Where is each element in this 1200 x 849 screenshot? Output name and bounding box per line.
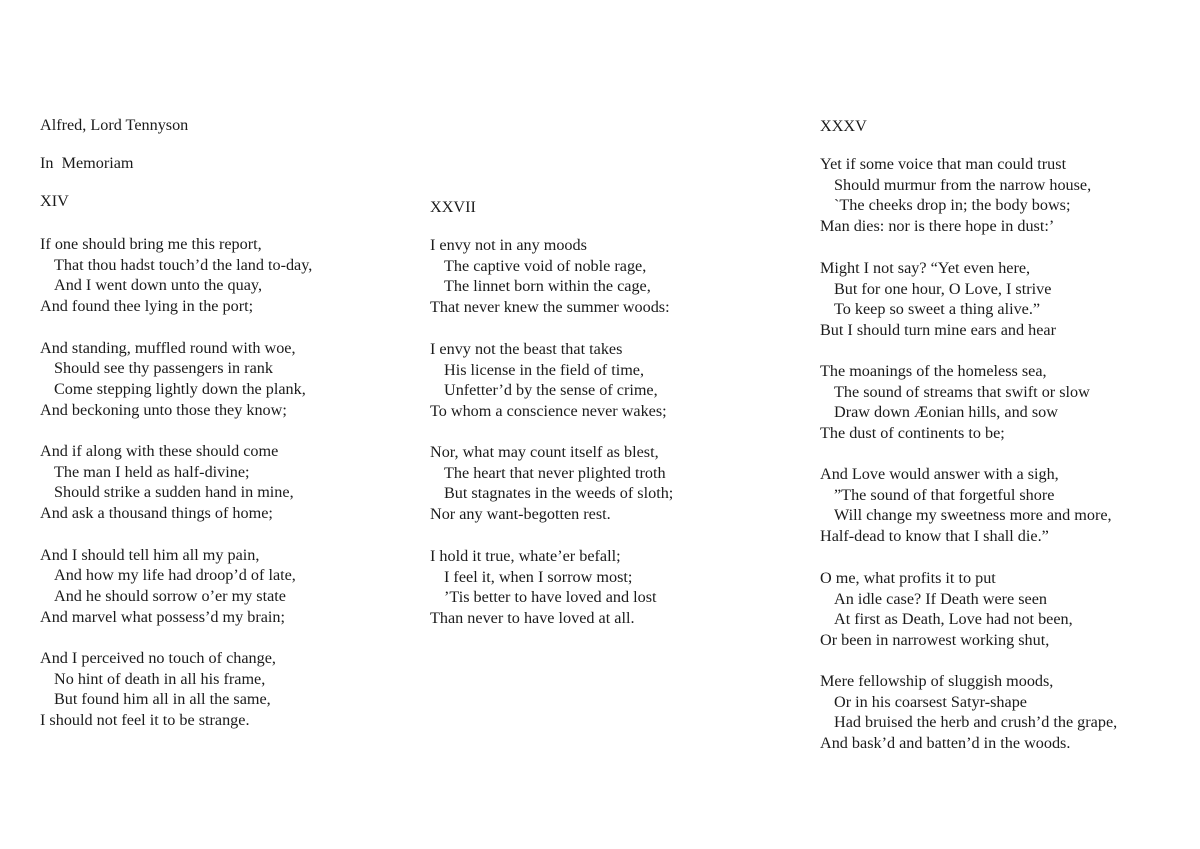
- verse-line: Or been in narrowest working shut,: [820, 631, 1050, 650]
- stanza: [40, 338, 400, 421]
- verse-line: Unfetter’d by the sense of crime,: [444, 381, 658, 400]
- verse-line: And how my life had droop’d of late,: [54, 566, 296, 585]
- verse-line: The dust of continents to be;: [820, 424, 1005, 443]
- stanza: [430, 546, 790, 629]
- verse-line: At first as Death, Love had not been,: [834, 610, 1073, 629]
- author-name: Alfred, Lord Tennyson: [40, 116, 189, 134]
- verse-line: To whom a conscience never wakes;: [430, 402, 667, 421]
- verse-line: And if along with these should come: [40, 442, 279, 460]
- stanza: [820, 671, 1180, 754]
- verse-line: His license in the field of time,: [444, 360, 645, 379]
- verse-line: O me, what profits it to put: [820, 569, 996, 587]
- verse-line: And he should sorrow o’er my state: [54, 586, 286, 605]
- verse-line: Might I not say? “Yet even here,: [820, 259, 1031, 277]
- verse-line: But for one hour, O Love, I strive: [834, 279, 1052, 298]
- verse-line: Half-dead to know that I shall die.”: [820, 527, 1049, 546]
- section-numeral: XIV: [40, 192, 69, 210]
- verse-line: The moanings of the homeless sea,: [820, 362, 1047, 380]
- verse-line: And ask a thousand things of home;: [40, 504, 273, 523]
- verse-line: That never knew the summer woods:: [430, 298, 670, 317]
- verse-line: But found him all in all the same,: [54, 690, 271, 709]
- stanza: [430, 235, 790, 318]
- verse-line: Should strike a sudden hand in mine,: [54, 483, 294, 502]
- verse-line: Nor, what may count itself as blest,: [430, 443, 659, 461]
- verse-line: And I should tell him all my pain,: [40, 545, 260, 564]
- verse-line: Come stepping lightly down the plank,: [54, 379, 306, 398]
- stanza: [40, 441, 400, 524]
- verse-line: Or in his coarsest Satyr-shape: [834, 692, 1027, 711]
- stanza: [820, 568, 1180, 651]
- stanza: [430, 442, 790, 525]
- verse-line: The heart that never plighted troth: [444, 463, 666, 482]
- verse-line: The man I held as half-divine;: [54, 462, 250, 481]
- verse-line: The sound of streams that swift or slow: [834, 382, 1090, 401]
- section-numeral: XXVII: [430, 198, 476, 216]
- stanza: [820, 361, 1180, 444]
- stanza: [820, 258, 1180, 341]
- verse-line: And I went down unto the quay,: [54, 276, 263, 295]
- verse-line: Will change my sweetness more and more,: [834, 506, 1112, 525]
- poem-title: In Memoriam: [40, 154, 134, 172]
- verse-line: That thou hadst touch’d the land to-day,: [54, 255, 313, 274]
- verse-line: Than never to have loved at all.: [430, 609, 635, 628]
- verse-line: But stagnates in the weeds of sloth;: [444, 484, 674, 503]
- verse-line: ”The sound of that forgetful shore: [834, 485, 1055, 504]
- verse-line: And marvel what possess’d my brain;: [40, 607, 286, 626]
- verse-line: Nor any want-begotten rest.: [430, 505, 611, 524]
- verse-line: The captive void of noble rage,: [444, 256, 647, 275]
- verse-line: Man dies: nor is there hope in dust:’: [820, 217, 1055, 236]
- verse-line: And Love would answer with a sigh,: [820, 465, 1059, 483]
- verse-line: Mere fellowship of sluggish moods,: [820, 672, 1054, 690]
- verse-line: ’Tis better to have loved and lost: [444, 588, 657, 607]
- stanza: [820, 464, 1180, 547]
- verse-line: I feel it, when I sorrow most;: [444, 567, 633, 586]
- verse-line: I envy not the beast that takes: [430, 340, 623, 358]
- verse-line: I envy not in any moods: [430, 236, 587, 254]
- stanza: [40, 545, 400, 628]
- verse-line: The linnet born within the cage,: [444, 277, 651, 296]
- stanza: [430, 339, 790, 422]
- stanza: [40, 648, 400, 731]
- verse-line: I should not feel it to be strange.: [40, 711, 250, 730]
- verse-line: I hold it true, whate’er befall;: [430, 547, 621, 565]
- verse-line: If one should bring me this report,: [40, 235, 262, 253]
- verse-line: And bask’d and batten’d in the woods.: [820, 734, 1071, 753]
- verse-line: Draw down Æonian hills, and sow: [834, 403, 1058, 422]
- stanza: [40, 234, 400, 317]
- verse-line: Yet if some voice that man could trust: [820, 155, 1067, 173]
- verse-line: An idle case? If Death were seen: [834, 589, 1048, 608]
- verse-line: `The cheeks drop in; the body bows;: [834, 196, 1071, 215]
- verse-line: And found thee lying in the port;: [40, 297, 254, 316]
- verse-line: Should murmur from the narrow house,: [834, 175, 1092, 194]
- stanza: [820, 154, 1180, 237]
- verse-line: Had bruised the herb and crush’d the grape,: [834, 713, 1118, 732]
- verse-line: No hint of death in all his frame,: [54, 669, 266, 688]
- verse-line: Should see thy passengers in rank: [54, 359, 273, 378]
- verse-line: And beckoning unto those they know;: [40, 400, 287, 419]
- verse-line: And standing, muffled round with woe,: [40, 338, 296, 357]
- verse-line: But I should turn mine ears and hear: [820, 321, 1057, 340]
- verse-line: To keep so sweet a thing alive.”: [834, 300, 1041, 319]
- section-numeral: XXXV: [820, 117, 867, 135]
- verse-line: And I perceived no touch of change,: [40, 649, 276, 667]
